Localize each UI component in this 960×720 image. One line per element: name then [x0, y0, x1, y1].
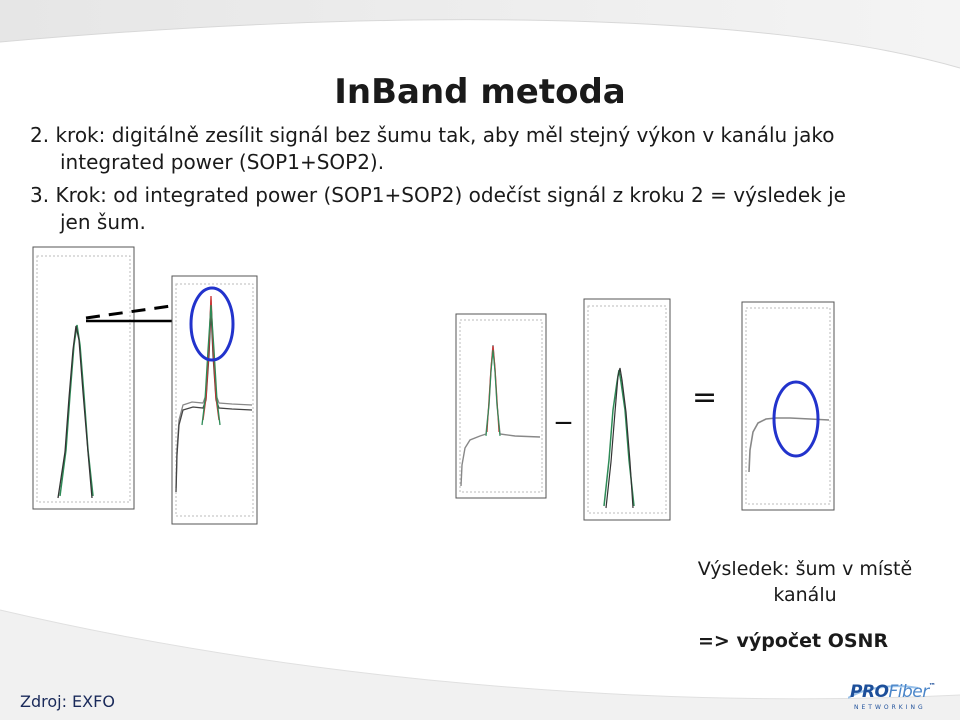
panel-amplified-over-sop	[172, 276, 257, 524]
panel-noise-result	[742, 302, 834, 510]
slide-title: InBand metoda	[334, 72, 626, 112]
step-3-number: 3.	[30, 183, 50, 207]
result-caption	[690, 556, 920, 608]
logo-fiber: Fiber	[888, 682, 929, 702]
logo-pro: PRO	[850, 682, 889, 702]
step-3-line-1: Krok: od integrated power (SOP1+SOP2) odečíst signál z kroku 2 = výsledek je	[55, 183, 846, 207]
panel-integrated-power	[456, 314, 546, 498]
logo-tm: ™	[928, 682, 936, 690]
equals-operator: =	[692, 380, 718, 415]
result-line-1: Výsledek: šum v místě	[697, 558, 913, 580]
footer-decoration	[0, 600, 960, 720]
step-2-number: 2.	[30, 123, 50, 147]
panel-signal-original	[33, 247, 134, 509]
panel-amplified-signal	[584, 299, 670, 520]
step-2-line-1: krok: digitálně zesílit signál bez šumu tak, aby měl stejný výkon v kanálu jako	[55, 123, 835, 147]
profiber-logo	[848, 678, 948, 716]
source-credit: Zdroj: EXFO	[20, 692, 115, 711]
step-3-line-2: jen šum.	[60, 210, 146, 234]
osnr-caption: => výpočet OSNR	[698, 630, 889, 652]
minus-operator: _	[556, 390, 571, 425]
step-2-line-2: integrated power (SOP1+SOP2).	[60, 150, 385, 174]
result-line-2: kanálu	[773, 584, 837, 606]
logo-networking: NETWORKING	[854, 704, 926, 711]
